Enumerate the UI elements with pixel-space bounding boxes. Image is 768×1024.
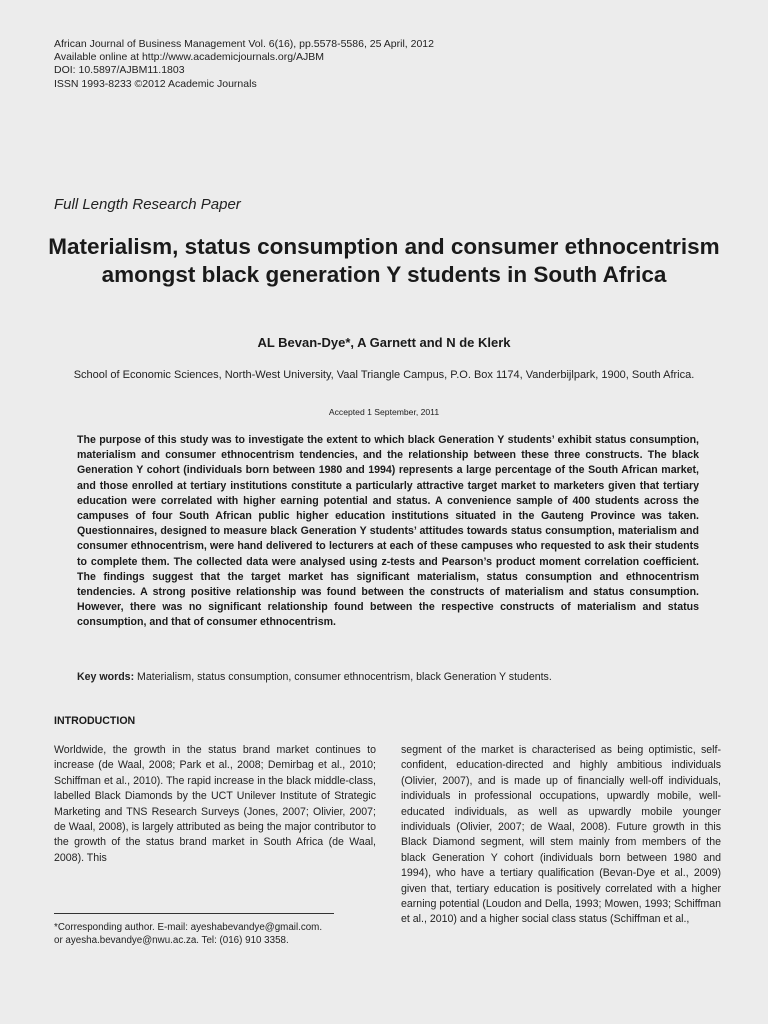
- abstract: The purpose of this study was to investigate the extent to which black Generation Y students’ exhibit status consumption, materialism and consumer ethnocentrism tendencies, and the relationship between these three constructs. The black Generation Y cohort (individuals born between 1980 and 1994) represents a large percentage of the South African market, and those enrolled at tertiary institutions constitute a particularly attractive target market to marketers given that tertiary education were correlated with higher earning potential and status. A convenience sample of 400 students across the campuses of four South African public higher education institutions situated in the Gauteng Province was taken. Questionnaires, designed to measure black Generation Y students’ attitudes towards status consumption, materialism and consumer ethnocentrism, were hand delivered to lecturers at each of these campuses who requested to ask their students to complete them. The collected data were analysed using z-tests and Pearson’s product moment correlation coefficient. The findings suggest that the target market has significant materialism, status consumption and ethnocentrism tendencies. A strong positive relationship was found between the constructs of materialism and status consumption. However, there was no significant relationship found between the respective constructs of materialism and status consumption, and that of consumer ethnocentrism.: [77, 434, 699, 629]
- footnote-divider: [54, 913, 334, 914]
- journal-url: Available online at http://www.academicjournals.org/AJBM: [54, 51, 325, 64]
- footnote-line-1: *Corresponding author. E-mail: ayeshabevandye@gmail.com.: [54, 922, 323, 933]
- introduction-heading: INTRODUCTION: [54, 715, 136, 727]
- footnote: [54, 921, 384, 947]
- journal-doi: DOI: 10.5897/AJBM11.1803: [54, 64, 185, 77]
- keywords: [77, 670, 699, 684]
- introduction-right-column: segment of the market is characterised as being optimistic, self-confident, education-directed and highly ambitious individuals (Olivier, 2007), and is made up of financially well-off individuals, individuals in professional occupations, upwardly mobile, well-educated individuals, as well as upwardly mobile younger individuals (Olivier, 2007; de Waal, 2008). Future growth in this Black Diamond segment, will stem mainly from members of the black Generation Y cohort (individuals born between 1980 and 1994), who have a tertiary qualification (Bevan-Dye et al., 2009) given that, tertiary education is positively correlated with a higher earning potential (Loudon and Della, 1993; Mowen, 1993; Schiffman et al., 2010) and a higher social class status (Schiffman et al.,: [401, 744, 721, 926]
- journal-issn: ISSN 1993-8233 ©2012 Academic Journals: [54, 77, 257, 90]
- paper-title: Materialism, status consumption and consumer ethnocentrism amongst black generation Y students in South Africa: [48, 234, 720, 287]
- introduction-left-column: Worldwide, the growth in the status brand market continues to increase (de Waal, 2008; Park et al., 2008; Demirbag et al., 2010; Schiffman et al., 2010). The rapid increase in the black middle-class, labelled Black Diamonds by the UCT Unilever Institute of Strategic Marketing and TNS Research Surveys (Jones, 2007; Olivier, 2007; de Waal, 2008), is largely attributed as being the major contributor to the growth of the status brand market in South Africa (de Waal, 2008). This: [54, 744, 376, 864]
- paper-type: Full Length Research Paper: [54, 196, 241, 213]
- journal-header: [54, 38, 434, 91]
- affiliation: School of Economic Sciences, North-West University, Vaal Triangle Campus, P.O. Box 1174, Vanderbijlpark, 1900, South Africa.: [73, 369, 695, 381]
- keywords-text: Materialism, status consumption, consumer ethnocentrism, black Generation Y students.: [134, 671, 552, 683]
- journal-citation: African Journal of Business Management Vol. 6(16), pp.5578-5586, 25 April, 2012: [54, 38, 434, 50]
- keywords-label: Key words:: [77, 671, 135, 683]
- authors: AL Bevan-Dye*, A Garnett and N de Klerk: [257, 335, 511, 350]
- accepted-date: Accepted 1 September, 2011: [328, 407, 440, 417]
- footnote-line-2: or ayesha.bevandye@nwu.ac.za. Tel: (016) 910 3358.: [54, 935, 289, 946]
